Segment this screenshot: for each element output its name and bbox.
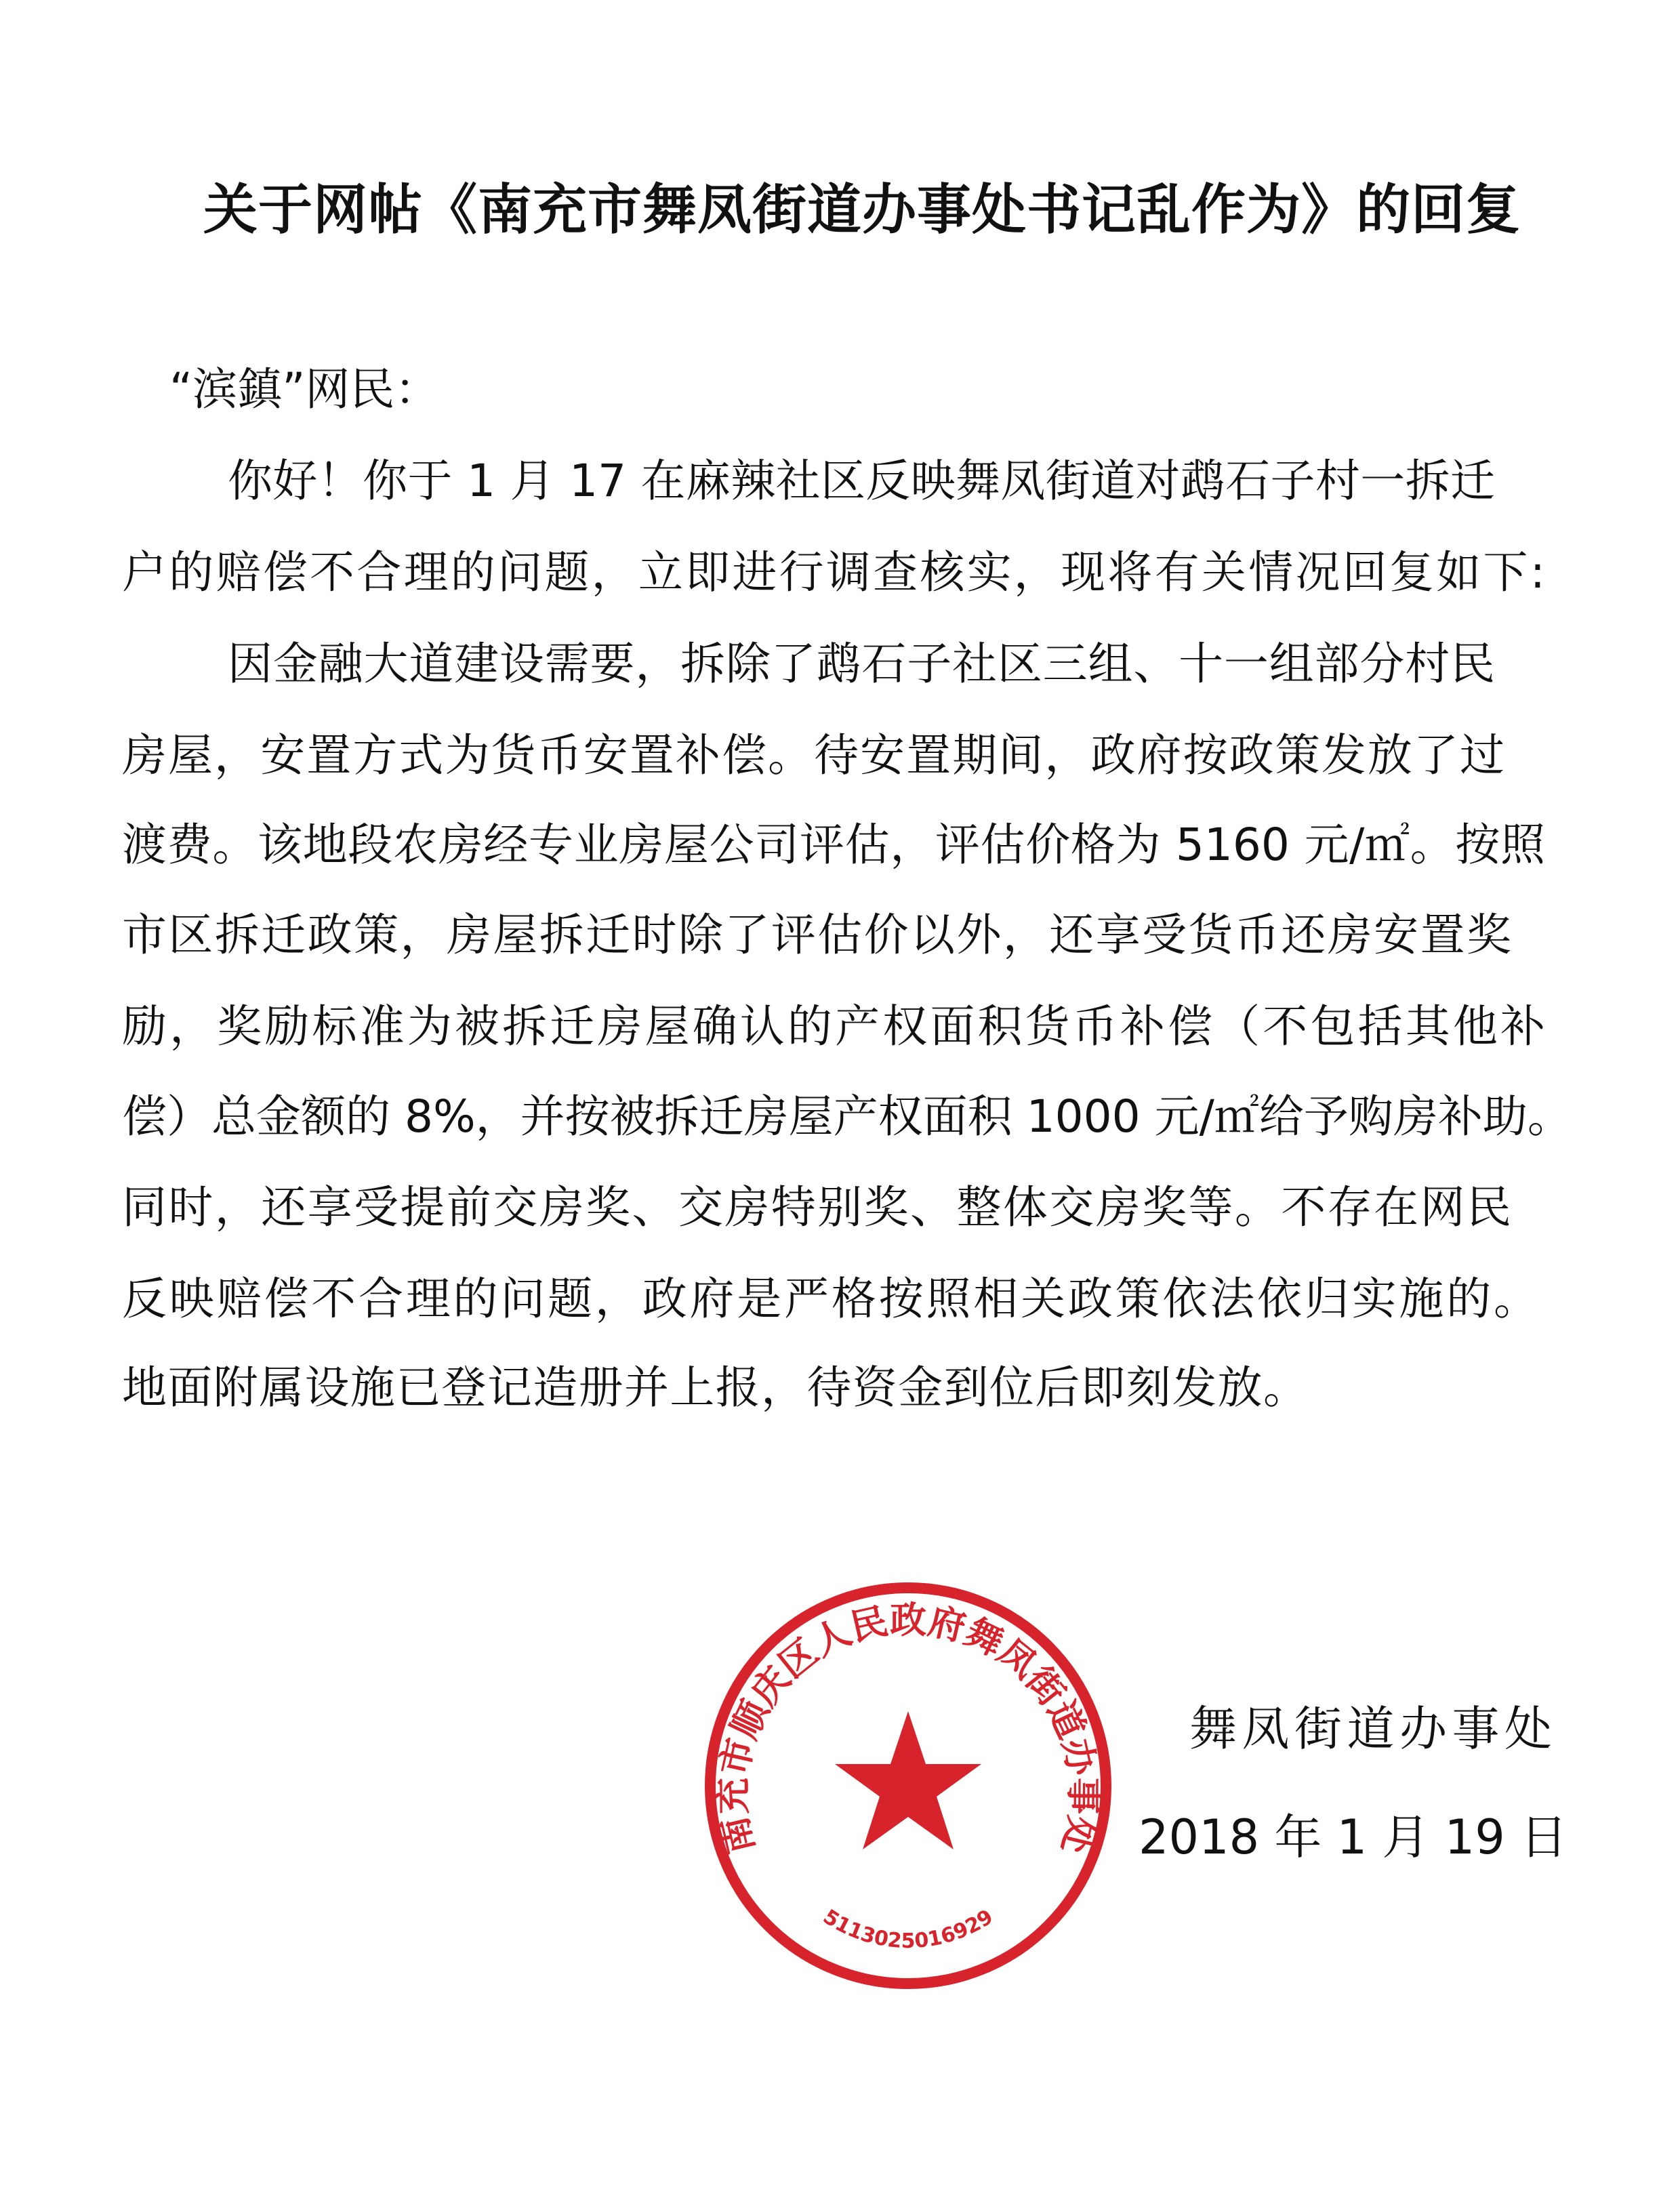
salutation: “滨鎮”网民： bbox=[169, 363, 440, 415]
star-icon bbox=[835, 1711, 981, 1849]
body-line: 反映赔偿不合理的问题，政府是严格按照相关政策依法依归实施的。 bbox=[122, 1273, 1538, 1325]
body-line: 房屋，安置方式为货币安置补偿。待安置期间，政府按政策发放了过 bbox=[122, 729, 1504, 781]
seal-code: 5113025016929 bbox=[819, 1904, 998, 1954]
body-line: 地面附属设施已登记造册并上报，待资金到位后即刻发放。 bbox=[122, 1361, 1308, 1414]
signature-org: 舞凤街道办事处 bbox=[1189, 1701, 1552, 1757]
body-line: 渡费。该地段农房经专业房屋公司评估，评估价格为 5160 元/㎡。按照 bbox=[122, 819, 1545, 871]
document-title: 关于网帖《南充市舞凤街道办事处书记乱作为》的回复 bbox=[203, 178, 1521, 241]
body-line: 励，奖励标准为被拆迁房屋确认的产权面积货币补偿（不包括其他补 bbox=[122, 1000, 1545, 1052]
body-line: 因金融大道建设需要，拆除了鹉石子社区三组、十一组部分村民 bbox=[228, 638, 1495, 690]
official-seal bbox=[698, 1576, 1118, 1996]
body-line: 市区拆迁政策，房屋拆迁时除了评估价以外，还享受货币还房安置奖 bbox=[122, 909, 1511, 961]
body-line: 偿）总金额的 8%，并按被拆迁房屋产权面积 1000 元/㎡给予购房补助。 bbox=[122, 1090, 1572, 1143]
body-line: 同时，还享受提前交房奖、交房特别奖、整体交房奖等。不存在网民 bbox=[122, 1181, 1511, 1233]
body-line: 户的赔偿不合理的问题，立即进行调查核实，现将有关情况回复如下: bbox=[122, 546, 1545, 598]
body-line: 你好！你于 1 月 17 在麻辣社区反映舞凤街道对鹉石子村一拆迁 bbox=[228, 455, 1495, 507]
seal-ring-text: 南充市顺庆区人民政府舞凤街道办事处 bbox=[711, 1598, 1105, 1858]
signature-date: 2018 年 1 月 19 日 bbox=[1139, 1809, 1568, 1865]
